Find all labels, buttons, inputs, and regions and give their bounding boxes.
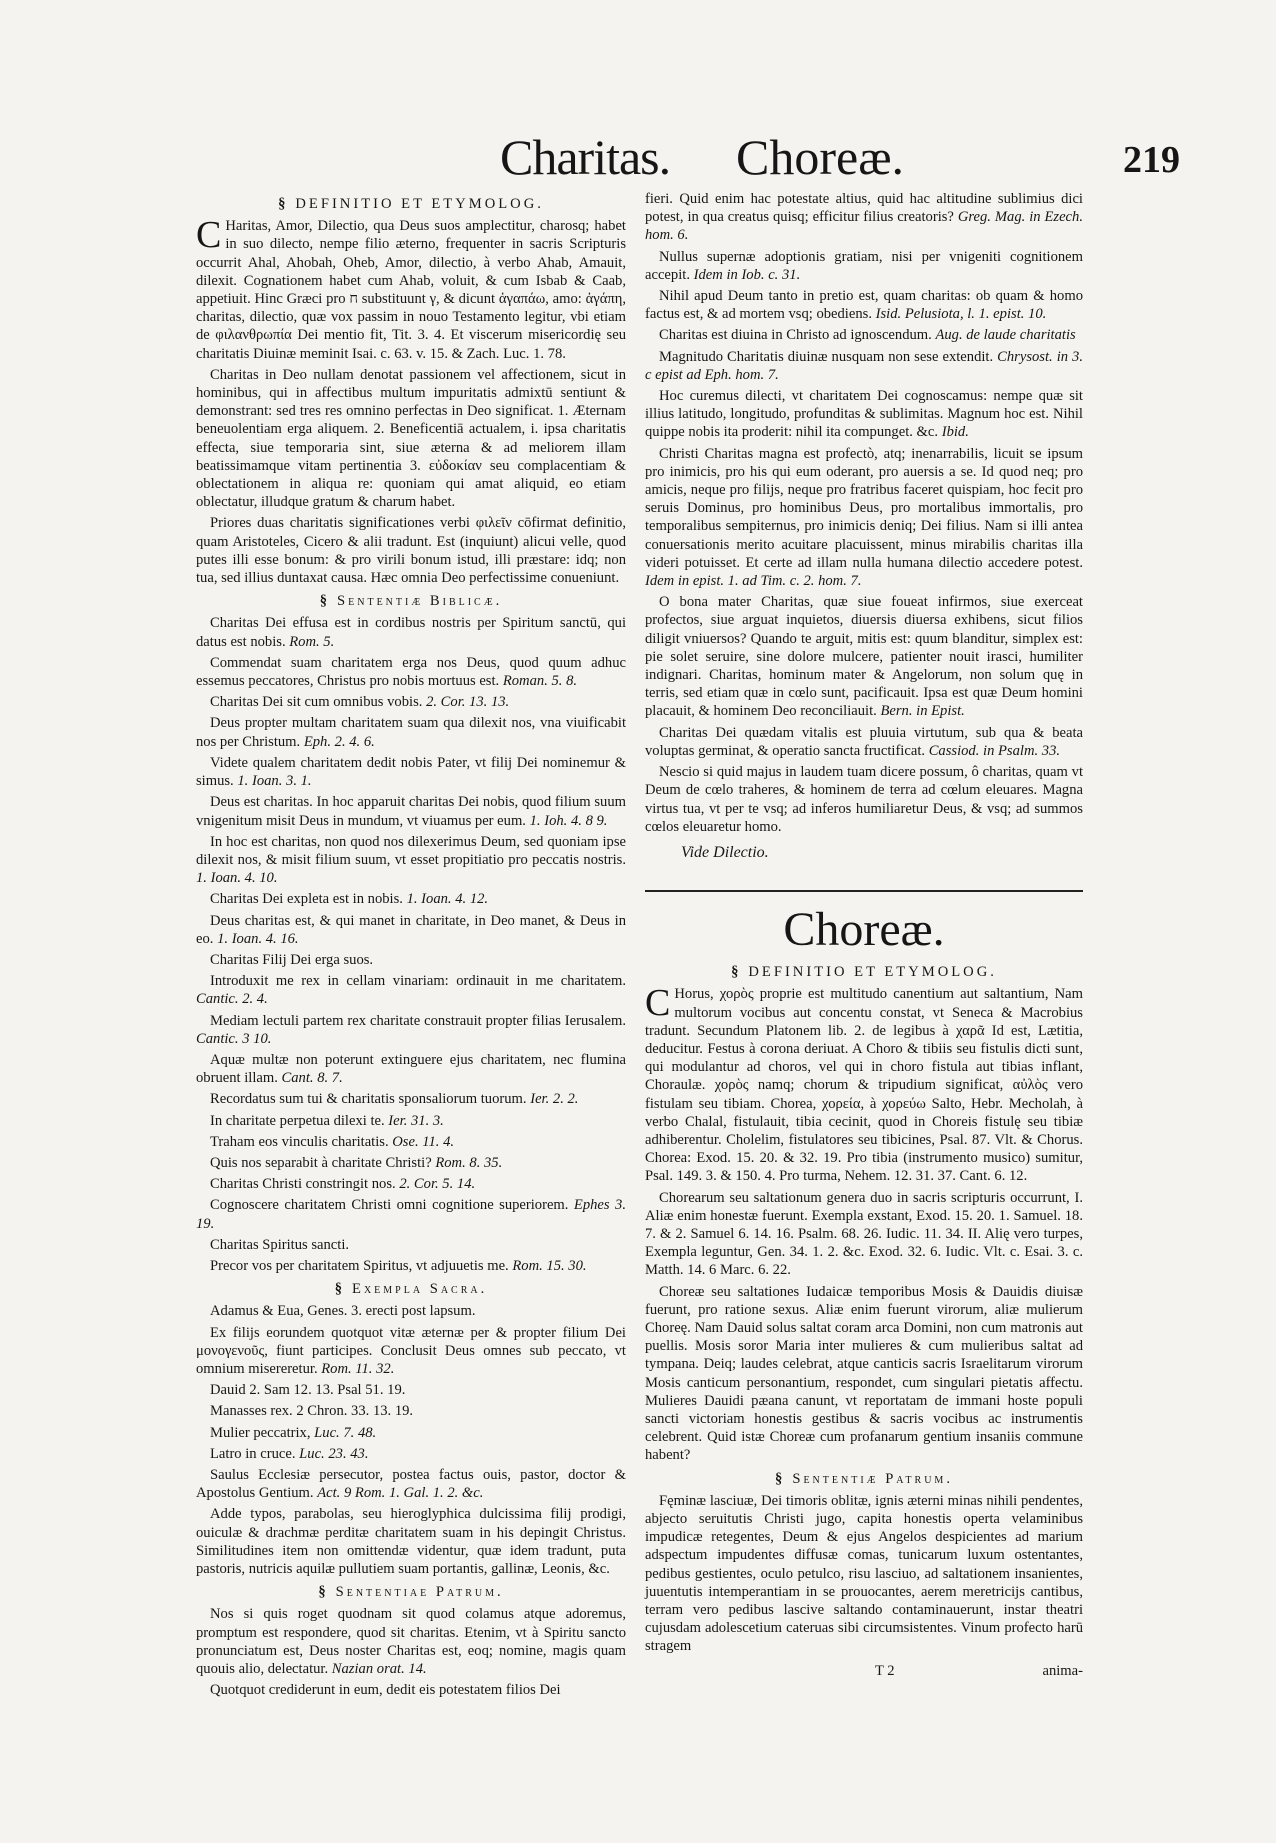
section-heading [196,1280,626,1298]
paragraph [196,366,626,512]
section-mark-icon: § [319,593,328,610]
paragraph-text: Priores duas charitatis significationes verbi φιλεῖν cōfirmat definitio, quam Aristoteles, Cicero & alii tradunt. Est (inquiunt) alicui velle, quod putes illi esse bonum: & pro virili bonum istud, illi præstare: idq; non tua, sed illius duntaxat causa. Hæc omnia Deo perfectissime conueniunt. [196,515,626,587]
citation: Luc. 7. 48. [314,1424,377,1441]
section-heading-text: DEFINITIO ET ETYMOLOG. [748,964,997,981]
citation: 2. Cor. 5. 14. [399,1176,476,1193]
paragraph-text: fieri. Quid enim hac potestate altius, quid hac altitudine sublimius dici potest, in qua creatus quisq; efficitur filius creatoris? [645,191,1083,226]
paragraph-text: Mulier peccatrix, [210,1424,311,1441]
paragraph-text: Charitas Dei expleta est in nobis. [210,891,403,908]
paragraph-text: Adde typos, parabolas, seu hieroglyphica dulcissima filij prodigi, ouiculæ & drachmæ perditæ charitatem suam in his depingit Christus. Similitudines item non omittendæ videntur, quæ idem tradunt, puta pastoris, nutricis aquilæ pullutiem suam portantis, gallinæ, Leonis, &c. [196,1506,626,1578]
paragraph [196,214,626,363]
citation: Cantic. 2. 4. [196,991,268,1008]
section-heading [196,195,626,213]
citation: Ibid. [941,424,969,441]
paragraph-text: Horus, χορὸς proprie est multitudo canentium aut saltantium, Nam multorum vocibus aut concentu constat, vt Seneca & Macrobius tradunt. Secundum Platonem lib. 2. de legibus à χαρᾶ Id est, Lætitia, deducitur. Festus à corona deriuat. A Choro & tibiis seu fistulis dicti sunt, qui modulantur ad choros, vel qui in choro fistula aut tibias inflant, Choraulæ. χορὸς namq; chorum & tripudium significat, αὐλὸς vero fistulam seu tibiam. Chorea, χορεία, à χορεύω Salto, Hebr. Mecholah, à verbo Chalal, fistulauit, tibia cecinit, quod in Choreis fistulę seu tibiæ adhiberentur. Cholelim, fistulatores seu tibicines, Psal. 87. Vlt. & Chorus. Chorea: Exod. 15. 20. & 32. 19. Pro tibia (instrumento musico) sumitur, Psal. 149. 3. & 150. 4. Pro turma, Nehem. 12. 31. 37. Cant. 6. 12. [645,986,1083,1185]
paragraph-text: Deus charitas est, & qui manet in charitate, in Deo manet, & Deus in eo. [196,912,626,947]
citation: Eph. 2. 4. 6. [303,733,375,750]
running-title-choreae: Choreæ. [736,129,905,185]
paragraph [196,833,626,888]
citation: Luc. 23. 43. [299,1445,369,1462]
section-mark-icon: § [278,196,286,212]
paragraph-text: Deus propter multam charitatem suam qua dilexit nos, vna viuificabit nos per Christum. [196,715,626,750]
paragraph [645,593,1083,720]
running-header [500,128,1180,188]
citation: Roman. 5. 8. [502,673,578,690]
see-also: Vide Dilectio. [681,843,769,861]
paragraph [196,1324,626,1379]
paragraph-text: Dauid 2. Sam 12. 13. Psal 51. 19. [210,1382,406,1399]
paragraph [196,890,626,908]
paragraph-text: Charitas Dei effusa est in cordibus nostris per Spiritum sanctū, qui datus est nobis. [196,615,626,650]
choreae-section [645,963,1083,1656]
citation: Cantic. 3 10. [196,1030,272,1047]
section-mark-icon: § [318,1584,326,1601]
choreae-title: Choreæ. [783,903,945,957]
paragraph-text: Latro in cruce. [210,1445,296,1462]
section-heading-text: Sententiæ Patrum. [792,1470,953,1487]
citation: Greg. Mag. in Ezech. hom. 6. [645,209,1083,244]
citation: Bern. in Epist. [880,703,965,720]
paragraph [196,654,626,690]
paragraph-text: Traham eos vinculis charitatis. [210,1133,389,1150]
paragraph [645,1492,1083,1656]
paragraph [196,972,626,1008]
paragraph [196,1154,626,1172]
paragraph-text: In charitate perpetua dilexi te. [210,1112,385,1129]
paragraph-text: Precor vos per charitatem Spiritus, vt adjuuetis me. [210,1257,509,1274]
paragraph [645,326,1083,344]
paragraph-text: Magnitudo Charitatis diuinæ nusquam non sese extendit. [659,348,994,365]
paragraph-text: Christi Charitas magna est profectò, atq; inenarrabilis, licuit se ipsum pro inimicis, pro his qui eum oderant, pro auersis a se. Id quod neq; pro amicis, neque pro filijs, neque pro fratribus faceret quispiam, hoc fecit pro seruis Dominus, pro hominibus Deus, pro mortalibus immortalis, pro temporalibus sempiternus, pro inimicis deniq; Dei filius. Nam si illi antea conuersationis merito acuitare placuissent, minus mirabilis charitas illa videri potuisset. Et certe ad illam nulla humana dilectio accedere potest. [645,445,1083,571]
paragraph-text: Nullus supernæ adoptionis gratiam, nisi per vnigeniti cognitionem accepit. [645,248,1083,283]
paragraph-text: Quotquot crediderunt in eum, dedit eis potestatem filios Dei [210,1682,561,1699]
running-title-charitas: Charitas. [500,129,671,185]
citation: Nazian orat. 14. [331,1661,427,1678]
paragraph-text: Recordatus sum tui & charitatis sponsaliorum tuorum. [210,1091,527,1108]
citation: 1. Ioan. 4. 12. [406,891,489,908]
section-heading-text: DEFINITIO ET ETYMOLOG. [295,196,544,212]
paragraph [196,714,626,750]
paragraph-text: Nescio si quid majus in laudem tuam dicere possum, ô charitas, quam vt Deum de cœlo traheres, & hominem de terra ad cœlum eleuares. Magna virtus tua, vt per te vsq; ad inferos humiliaretur Deus, & vsq; ad summos cœlos eleuaretur homo. [645,764,1083,835]
citation: 1. Ioh. 4. 8 9. [529,812,608,829]
drop-cap: C [196,214,222,257]
paragraph [196,1466,626,1502]
paragraph [645,387,1083,442]
citation: Aug. de laude charitatis [935,327,1076,344]
paragraph [196,1402,626,1420]
paragraph [196,912,626,948]
section-heading-text: Exempla Sacra. [352,1281,488,1298]
paragraph [645,445,1083,591]
paragraph-text: Fęminæ lasciuæ, Dei timoris oblitæ, ignis æterni minas nihili pendentes, abjecto seruitutis Christi jugo, capita honestis operta velaminibus impudicæ retegentes, Deum & ejus Angelos despicientes ad marium adspectum impudentes diffusæ comas, tunicarum luxum ostentantes, pedibus gestientes, oculo petulco, risu lasciuo, ad saltationem insanientes, juuentutis intemperantiam in se prouocantes, aerem meretricijs cantibus, terram vero pedibus lascive saltando contaminauerunt, instar theatri cujusdam adolescetium cateruas sibi circumsistentes. Vinum profecto harū stragem [645,1492,1083,1655]
paragraph [645,348,1083,384]
citation: 1. Ioan. 4. 10. [196,870,278,887]
citation: Rom. 8. 35. [435,1154,503,1171]
paragraph [196,1175,626,1193]
paragraph-text: Mediam lectuli partem rex charitate constrauit propter filias Ierusalem. [210,1012,626,1029]
paragraph [645,248,1083,284]
paragraph [196,1381,626,1399]
section-heading [645,1470,1083,1488]
section-heading [645,963,1083,981]
paragraph-text: Saulus Ecclesiæ persecutor, postea factus ouis, pastor, doctor & Apostolus Gentium. [196,1467,626,1502]
paragraph [645,982,1083,1185]
paragraph [196,1424,626,1442]
paragraph-text: Aquæ multæ non poterunt extinguere ejus charitatem, nec flumina obruent illam. [196,1051,626,1087]
citation: Chrysost. in 3. c epist ad Eph. hom. 7. [645,348,1083,383]
citation: Cant. 8. 7. [281,1070,343,1087]
section-heading [196,1583,626,1601]
citation: 2. Cor. 13. 13. [426,694,510,711]
right-column [645,190,1083,1682]
paragraph-text: Charitas est diuina in Christo ad ignoscendum. [659,327,932,344]
paragraph [645,190,1083,245]
paragraph [196,1505,626,1578]
charitas-continuation [645,190,1083,836]
paragraph [645,1283,1083,1465]
section-mark-icon: § [775,1470,783,1487]
paragraph [196,951,626,969]
paragraph-text: In hoc est charitas, non quod nos dilexerimus Deum, sed quoniam ipse dilexit nos, & misit filium suum, vt esset propitiatio pro peccatis nostris. [196,833,626,868]
paragraph [196,1302,626,1320]
citation: Rom. 11. 32. [321,1360,395,1377]
paragraph [196,754,626,790]
section-heading-text: Sententiae Patrum. [335,1584,504,1601]
section-divider [645,890,1083,892]
paragraph [196,614,626,650]
paragraph-text: Hoc curemus dilecti, vt charitatem Dei cognoscamus: nempe quæ sit illius latitudo, longitudo, profunditas & sublimitas. Magnum hoc est. Nihil quippe nobis ita proderit: nihil ita compunget. &c. [645,388,1083,441]
drop-cap: C [645,982,671,1025]
section-mark-icon: § [731,964,739,981]
paragraph-text: Charitas Dei quædam vitalis est pluuia virtutum, sub qua & beata voluptas germinat, & operatio sancta fructificat. [645,724,1083,759]
paragraph [196,1681,626,1699]
paragraph [196,1012,626,1048]
paragraph-text: Charitas Spiritus sancti. [210,1236,350,1253]
section-heading-text: Sententiæ Biblicæ. [337,593,503,610]
paragraph-text: Videte qualem charitatem dedit nobis Pater, vt filij Dei nominemur & simus. [196,754,626,790]
citation: Isid. Pelusiota, l. 1. epist. 10. [875,306,1047,323]
citation: Rom. 15. 30. [512,1257,587,1274]
paragraph-text: Ex filijs eorundem quotquot vitæ æternæ per & propter filium Dei μονογενοῦς, fiunt participes. Conclusit Deus omnes sub peccato, vt omnium misereretur. [196,1324,626,1377]
paragraph-text: Choreæ seu saltationes Iudaicæ temporibus Mosis & Dauidis diuisæ fuerunt, pro ratione sexus. Aliæ enim fuerunt virorum, aliæ mulierum Choreę. Nam Dauid solus saltat coram arca Domini, non cum matronis aut puellis. Mosis soror Maria inter mulieres & cum mulieribus saltat ad tympana. Deiq; laudes celebrat, atque canticis sacris Israelitarum virorum Mosis canticum personantium, respondet, cum singulari pietatis affectu. Mulieres Dauidi pæana canunt, vt reportatam de immani hoste populi sancti victoriam honestis gestibus & sacris vocibus ac instrumentis celebrent. Quid istæ Choreæ cum profanarum gentium insaniis commune habent? [645,1283,1083,1464]
paragraph [196,514,626,587]
paragraph-text: Adamus & Eua, Genes. 3. erecti post lapsum. [210,1303,476,1320]
paragraph-text: Nihil apud Deum tanto in pretio est, quam charitas: ob quam & homo factus est, & ad mortem vsq; obediens. [645,288,1083,323]
paragraph [196,1112,626,1130]
paragraph [645,724,1083,760]
paragraph-text: Charitas Filij Dei erga suos. [210,951,374,968]
paragraph [196,1257,626,1275]
citation: 1. Ioan. 3. 1. [237,773,312,790]
citation: Rom. 5. [289,633,335,650]
citation: Idem in Iob. c. 31. [693,266,801,283]
paragraph-text: Quis nos separabit à charitate Christi? [210,1154,432,1171]
citation: Cassiod. in Psalm. 33. [928,742,1061,759]
page-number: 219 [1123,139,1180,181]
citation: Ephes 3. 19. [196,1197,626,1232]
section-mark-icon: § [334,1281,343,1298]
paragraph [196,1051,626,1087]
paragraph [196,1445,626,1463]
section-heading [196,592,626,610]
paragraph [196,1605,626,1678]
page-footer [645,1662,1083,1682]
paragraph [645,763,1083,836]
citation: Ier. 31. 3. [388,1112,444,1129]
paragraph [196,1133,626,1151]
left-column [196,190,626,1702]
paragraph-text: Deus est charitas. In hoc apparuit charitas Dei nobis, quod filium suum vnigenitum misit Deus in mundum, vt viuamus per eum. [196,794,626,829]
paragraph-text: Manasses rex. 2 Chron. 33. 13. 19. [210,1403,414,1420]
paragraph-text: O bona mater Charitas, quæ siue foueat infirmos, siue exerceat profectos, siue arguat inquietos, diuersis diuersa exhibens, sicut filios diligit vniuersos? Quando te arguit, mitis est: quum blanditur, simplex est: pie solet seruire, sine dolore mulcere, patienter nouit irasci, humiliter indignari. Charitas, hominum mater & Angelorum, non solum quę in terris, sed etiam quæ in cœlo sunt, pacificauit. Ipsa est quæ Deum homini placauit, & hominem Deo reconciliauit. [645,594,1083,720]
paragraph-text: Commendat suam charitatem erga nos Deus, quod quum adhuc essemus peccatores, Christus pro nobis mortuus est. [196,654,626,690]
paragraph [196,1196,626,1232]
paragraph-text: Charitas Dei sit cum omnibus vobis. [210,694,423,711]
paragraph-text: Introduxit me rex in cellam vinariam: ordinauit in me charitatem. [210,973,626,990]
paragraph [645,287,1083,323]
paragraph-text: Chorearum seu saltationum genera duo in sacris scripturis occurrunt, I. Aliæ enim honestæ fuerunt. Exempla exstant, Exod. 15. 20. 1. Samuel. 18. 7. & 2. Samuel 6. 14. 16. Psalm. 68. 26. Iudic. 11. 34. II. Alię vero turpes, Exempla leguntur, Gen. 34. 1. 2. &c. Exod. 32. 6. Iudic. Vlt. c. Esai. 3. c. Matth. 14. 6 Marc. 6. 22. [645,1189,1083,1279]
citation: Ier. 2. 2. [530,1091,579,1108]
paragraph-text: Haritas, Amor, Dilectio, qua Deus suos amplectitur, charosq; habet in suo dilecto, nempe filio æterno, frequenter in sacris Scripturis occurrit Ahal, Ahobah, Oheb, Amor, dilectio, à verbo Ahab, Amauit, dilexit. Cognationem habet cum Ahab, voluit, & cum Isbab & Caab, appetiuit. Hinc Græci pro ח substituunt γ, & dicunt ἀγαπάω, amo: ἀγάπη, charitas, dilectio, quæ vox passim in nouo Testamento legitur, vbi etiam de φιλανθρωπία Dei mentio fit, Tit. 3. 4. Et viscerum misericordię seu charitatis Diuinæ meminit Isai. c. 63. v. 15. & Zach. Luc. 1. 78. [196,218,626,362]
paragraph-text: Charitas Christi constringit nos. [210,1176,396,1193]
citation: 1. Ioan. 4. 16. [217,930,299,947]
paragraph-text: Charitas in Deo nullam denotat passionem vel affectionem, sicut in hominibus, qui in affectibus multum impuritatis admixtū sentiunt & demonstrant: sed tres res omnino perfectas in Deo significat. 1. Æternam beneuolentiam erga aliquem. 2. Beneficentiā actualem, i. ipsa charitatis effecta, siue temporaria sint, siue æterna & ad meliorem illam beatissimamque vitam pertinentia 3. εὐδοκίαν seu complacentiam & oblectationem in aliqua re: quoniam qui amat aliquid, eo etiam oblectatur, illudque gratum & charum habet. [196,366,626,511]
citation: Ose. 11. 4. [392,1133,455,1150]
signature-mark: T 2 [875,1662,895,1679]
citation: Act. 9 Rom. 1. Gal. 1. 2. &c. [317,1485,484,1502]
paragraph [196,793,626,829]
paragraph [645,1189,1083,1280]
paragraph [196,1236,626,1254]
catchword: anima- [1042,1662,1083,1679]
paragraph-text: Nos si quis roget quodnam sit quod colamus atque adoremus, promptum est respondere, quod sit charitas. Etenim, vt à Spiritu sancto pronunciatum est, Deus noster Charitas est, eoq; nomine, magis quam quouis alio, delectatur. [196,1606,626,1678]
paragraph [196,693,626,711]
paragraph [196,1090,626,1108]
citation: Idem in epist. 1. ad Tim. c. 2. hom. 7. [645,573,862,590]
paragraph-text: Cognoscere charitatem Christi omni cognitione superiorem. [210,1197,569,1214]
